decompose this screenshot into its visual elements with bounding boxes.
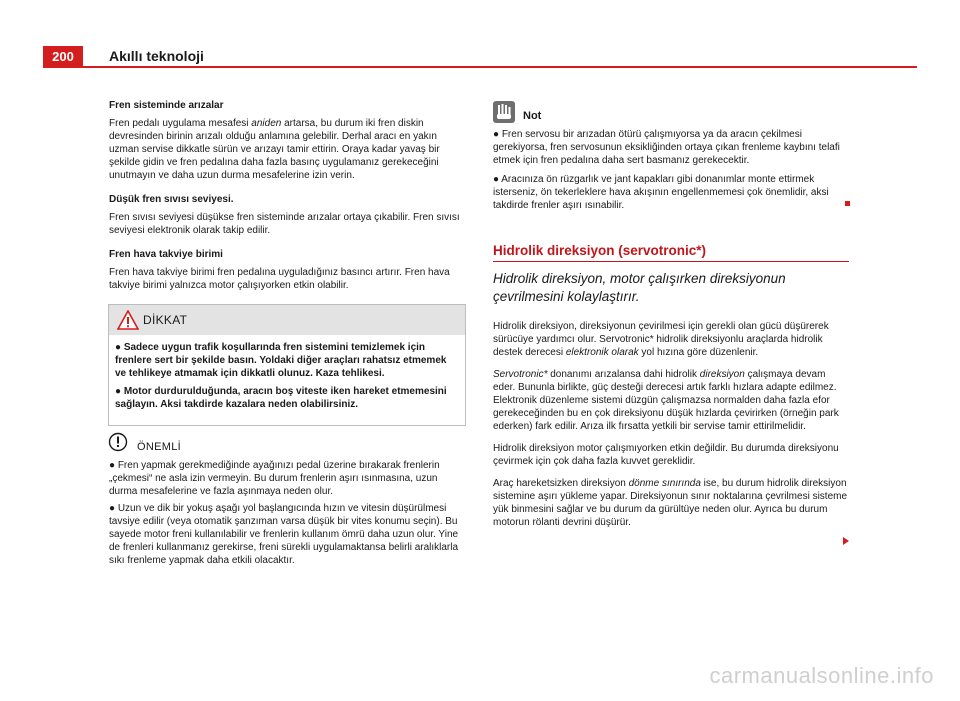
important-bullet: ● Uzun ve dik bir yokuş aşağı yol başlangıcında hızın ve vitesin düşürülmesi tavsiye edilir (veya otomatik şanzıman varsa düşük bir vites konumu seçin). Bu sayede motor freni kullanılabilir ve frenlerin kullanım ömrü daha uzun olur. Yine de frenleri kullanmanız gerekirse, freni sürekli uygulamaktansa belirli aralıklarla sıkı frenleme yapmak daha etkili olacaktır. bbox=[109, 503, 459, 566]
section-fren-sivisi bbox=[109, 193, 463, 237]
section-heading: Fren hava takviye birimi bbox=[109, 249, 223, 260]
section-fren-hava bbox=[109, 248, 463, 292]
warning-title: DİKKAT bbox=[143, 313, 188, 327]
paragraph: Fren pedalı uygulama mesafesi aniden artarsa, bu durum iki fren diskin devresinden birinin arızalı olduğu anlamına gelebilir. Derhal aracı en yakın uzman servise dikkatle sürün ve arızayı tamir ettirin. Oraya kadar yavaş bir şekilde gidin ve fren pedalına daha fazla basınç uygulamanız gerekeceğini unutmayın ve daha uzun durma mesafelerine izin verin. bbox=[109, 118, 440, 181]
header-divider bbox=[43, 66, 917, 68]
warning-bullet: ● Sadece uygun trafik koşullarında fren sistemini temizlemek için frenlere sert bir şekilde basın. Yoldaki diğer araçları rahatsız etmemek ve tehlikeye atmamak için dikkatli olunuz. Kaza tehlikesi. bbox=[115, 342, 447, 379]
page-number: 200 bbox=[52, 48, 74, 64]
paragraph: Hidrolik direksiyon motor çalışmıyorken etkin değildir. Bu durumda direksiyonu çevirmek için çok daha fazla kuvvet gereklidir. bbox=[493, 443, 839, 467]
important-bullet: ● Fren yapmak gerekmediğinde ayağınızı pedal üzerine bırakarak frenlerin „çekmesi“ ne asla izin vermeyin. Bu durum frenlerin aşırı ısınmasına, uzun durma mesafelerine ve fazla aşınmaya neden olur. bbox=[109, 460, 440, 497]
section-body bbox=[493, 320, 849, 529]
warning-body bbox=[115, 341, 460, 411]
section-heading: Düşük fren sıvısı seviyesi. bbox=[109, 194, 234, 205]
paragraph: Servotronic* donanımı arızalansa dahi hidrolik direksiyon çalışmaya devam eder. Bununla birlikte, güç desteği derecesi artık farklı hızlara adapte edilmez. Elektronik düzenleme sistemi düzgün çalışmazsa normalden daha fazla efor gerekeceğinden bu en çok direksiyonu düşük hızlarda çevirirken (örneğin park ederken) fark edilir. Arıza ilk fırsatta yetkili bir servise tamir ettirilmelidir. bbox=[493, 369, 839, 432]
warning-bullet: ● Motor durdurulduğunda, aracın boş viteste iken hareket etmemesini sağlayın. Aksi takdirde kazalara neden olabilirsiniz. bbox=[115, 386, 447, 410]
section-title: Hidrolik direksiyon (servotronic*) bbox=[493, 243, 707, 258]
note-bullet: ● Aracınıza ön rüzgarlık ve jant kapakları gibi donanımlar monte ettirmek isterseniz, ön tekerleklere hava akışının engellenmemesi çok önemlidir, aksi takdirde frenler aşırı ısınabilir. bbox=[493, 174, 829, 211]
note-body bbox=[493, 128, 849, 212]
warning-header bbox=[109, 305, 465, 335]
paragraph: Hidrolik direksiyon, direksiyonun çevirilmesi için gerekli olan gücü düşürerek sürücüye yardımcı olur. Servotronic* hidrolik direksiyonlu araçlarda hidrolik destek derecesi elektronik olarak yol hızına göre düzenlenir. bbox=[493, 321, 829, 358]
paragraph: Fren sıvısı seviyesi düşükse fren sisteminde arızalar ortaya çıkabilir. Fren sıvısı seviyesi elektronik olarak takip edilir. bbox=[109, 212, 460, 236]
paragraph: Fren hava takviye birimi fren pedalına uyguladığınız basıncı artırır. Fren hava takviye birimi yalnızca motor çalışıyorken etkin olabilir. bbox=[109, 267, 450, 291]
note-icon bbox=[493, 101, 515, 123]
note-bullet: ● Fren servosu bir arızadan ötürü çalışmıyorsa ya da aracın çekilmesi gerekiyorsa, fren servosunun eksikliğinden ortaya çıkan frenleme kaybını telafi etmek için fren pedalına daha sert basmanız gerekecektir. bbox=[493, 129, 840, 166]
important-body bbox=[109, 459, 463, 567]
paragraph: Araç hareketsizken direksiyon dönme sınırında ise, bu durum hidrolik direksiyon sistemine aşırı yükleme yapar. Direksiyonun sınır noktalarına çevrilmesi sisteme yük binmesini sağlar ve bu durum da gürültüye neden olur. Ayrıca bu durum motorun rölanti devrini düşürür. bbox=[493, 478, 848, 528]
important-icon bbox=[108, 432, 128, 452]
section-end-marker bbox=[845, 201, 850, 206]
continue-arrow-icon bbox=[843, 537, 849, 545]
watermark: carmanualsonline.info bbox=[709, 663, 934, 688]
section-heading: Fren sisteminde arızalar bbox=[109, 100, 224, 111]
section-fren-arizalar bbox=[109, 99, 463, 182]
note-title: Not bbox=[523, 110, 542, 122]
important-title: ÖNEMLİ bbox=[137, 441, 181, 453]
page-title: Akıllı teknoloji bbox=[109, 48, 204, 64]
warning-triangle-icon bbox=[117, 310, 139, 330]
warning-box bbox=[108, 304, 466, 426]
page-number-badge bbox=[43, 46, 83, 66]
section-divider bbox=[493, 261, 849, 262]
section-subtitle: Hidrolik direksiyon, motor çalışırken direksiyonun çevrilmesini kolaylaştırır. bbox=[493, 271, 786, 304]
